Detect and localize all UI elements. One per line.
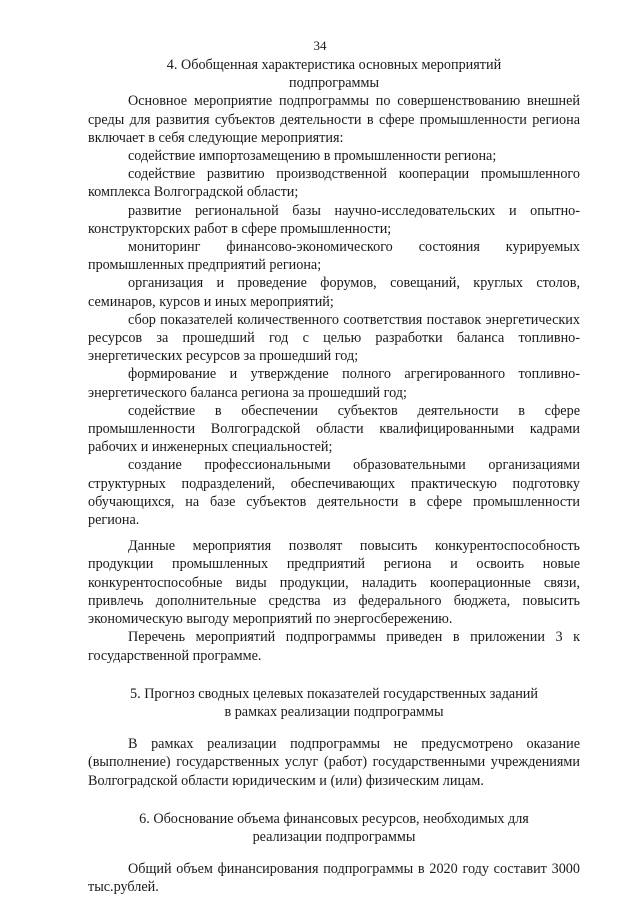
- section-4-reference: Перечень мероприятий подпрограммы приведен в приложении 3 к государственной программе.: [88, 629, 580, 664]
- section-5-title-line-2: в рамках реализации подпрограммы: [224, 703, 444, 720]
- section-5-heading: [88, 685, 580, 721]
- section-4-conclusion: Данные мероприятия позволят повысить конкурентоспособность продукции промышленных предприятий региона и освоить новые конкурентоспособные виды продукции, наладить кооперационные связи, привлечь дополнительные средства из федерального бюджета, повысить экономическую выгоду мероприятий по энергосбережению.: [88, 538, 580, 628]
- section-6-heading: [88, 810, 580, 846]
- section-4-heading: [88, 56, 580, 92]
- section-6-title-line-1: 6. Обоснование объема финансовых ресурсов, необходимых для: [139, 810, 529, 827]
- section-6-text: Общий объем финансирования подпрограммы в 2020 году составит 3000 тыс.рублей.: [88, 861, 580, 896]
- section-4-intro: Основное мероприятие подпрограммы по совершенствованию внешней среды для развития субъектов деятельности в сфере промышленности региона включает в себя следующие мероприятия:: [88, 93, 580, 146]
- list-item: мониторинг финансово-экономического состояния курируемых промышленных предприятий региона;: [88, 239, 580, 274]
- section-4-title-line-2: подпрограммы: [289, 75, 379, 92]
- page-content: [88, 56, 580, 897]
- page-number: 34: [313, 38, 327, 53]
- list-item: формирование и утверждение полного агрегированного топливно-энергетического баланса региона за прошедший год;: [88, 366, 580, 401]
- section-4-title-line-1: 4. Обобщенная характеристика основных мероприятий: [166, 57, 502, 73]
- section-5-text: В рамках реализации подпрограммы не предусмотрено оказание (выполнение) государственных услуг (работ) государственными учреждениями Волгоградской области юридическим и (или) физическим лицам.: [88, 736, 580, 789]
- list-item: создание профессиональными образовательными организациями структурных подразделений, обеспечивающих практическую подготовку обучающихся, на базе субъектов деятельности в сфере промышленности региона.: [88, 457, 580, 529]
- list-item: организация и проведение форумов, совещаний, круглых столов, семинаров, курсов и иных мероприятий;: [88, 275, 580, 310]
- section-5-title-line-1: 5. Прогноз сводных целевых показателей государственных заданий: [130, 685, 538, 702]
- section-5-body: [88, 735, 580, 790]
- list-item: содействие импортозамещению в промышленности региона;: [128, 148, 497, 165]
- list-item: содействие в обеспечении субъектов деятельности в сфере промышленности Волгоградской области квалифицированными кадрами рабочих и инженерных специальностей;: [88, 402, 580, 456]
- list-item: сбор показателей количественного соответствия поставок энергетических ресурсов за прошедший год с целью разработки баланса топливно-энергетических ресурсов за прошедший год;: [88, 311, 580, 365]
- section-6-body: [88, 860, 580, 896]
- list-item: содействие развитию производственной кооперации промышленного комплекса Волгоградской области;: [88, 166, 580, 201]
- list-item: развитие региональной базы научно-исследовательских и опытно-конструкторских работ в сфере промышленности;: [88, 202, 580, 237]
- section-4-body: [88, 92, 580, 664]
- section-6-title-line-2: реализации подпрограммы: [252, 828, 416, 845]
